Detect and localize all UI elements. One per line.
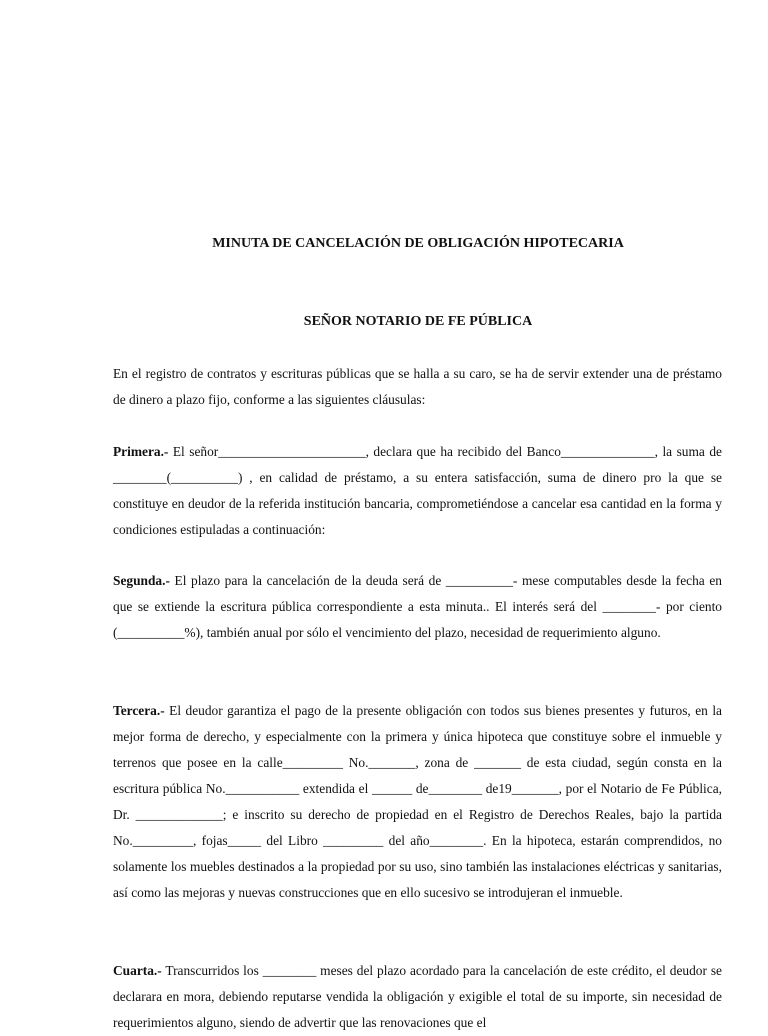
clause-label: Cuarta.- bbox=[113, 963, 162, 978]
clause-text: El señor______________________, declara que ha recibido del Banco______________, la suma de ________(__________) , en calidad de préstamo, a su entera satisfacción, suma de dinero pro la que se constituye en deudor de la referida institución bancaria, comprometiéndose a cancelar esa cantidad en la forma y condiciones estipuladas a continuación: bbox=[113, 444, 722, 537]
clause-primera bbox=[113, 439, 722, 543]
clause-tercera bbox=[113, 698, 722, 906]
addressee-heading: SEÑOR NOTARIO DE FE PÚBLICA bbox=[303, 314, 533, 329]
clause-label: Segunda.- bbox=[113, 573, 170, 588]
clause-text: Transcurridos los ________ meses del plazo acordado para la cancelación de este crédito, el deudor se declarara en mora, debiendo reputarse vendida la obligación y exigible el total de su importe, sin necesidad de requerimientos alguno, siendo de advertir que las renovaciones que el bbox=[113, 963, 722, 1030]
clause-label: Tercera.- bbox=[113, 703, 165, 718]
clause-text: El plazo para la cancelación de la deuda será de __________- mese computables desde la fecha en que se extiende la escritura pública correspondiente a esta minuta.. El interés será del ________- por ciento (__________%), también anual por sólo el vencimiento del plazo, necesidad de requerimiento alguno. bbox=[113, 573, 722, 640]
clause-cuarta bbox=[113, 958, 722, 1036]
clause-label: Primera.- bbox=[113, 444, 169, 459]
intro-paragraph: En el registro de contratos y escrituras públicas que se halla a su caro, se ha de servir extender una de préstamo de dinero a plazo fijo, conforme a las siguientes cláusulas: bbox=[113, 366, 722, 407]
clause-segunda bbox=[113, 568, 722, 646]
document-title: MINUTA DE CANCELACIÓN DE OBLIGACIÓN HIPOTECARIA bbox=[212, 236, 624, 251]
clause-text: El deudor garantiza el pago de la presente obligación con todos sus bienes presentes y futuros, en la mejor forma de derecho, y especialmente con la primera y única hipoteca que constituye sobre el inmueble y terrenos que posee en la calle_________ No._______, zona de _______ de esta ciudad, según consta en la escritura pública No.___________ extendida el ______ de________ de19_______, por el Notario de Fe Pública, Dr. _____________; e inscrito su derecho de propiedad en el Registro de Derechos Reales, bajo la partida No._________, fojas_____ del Libro _________ del año________. En la hipoteca, estarán comprendidos, no solamente los muebles destinados a la propiedad por su uso, sino también las instalaciones eléctricas y sanitarias, así como las mejoras y nuevas construcciones que en ello sucesivo se introdujeran el inmueble. bbox=[113, 703, 722, 900]
